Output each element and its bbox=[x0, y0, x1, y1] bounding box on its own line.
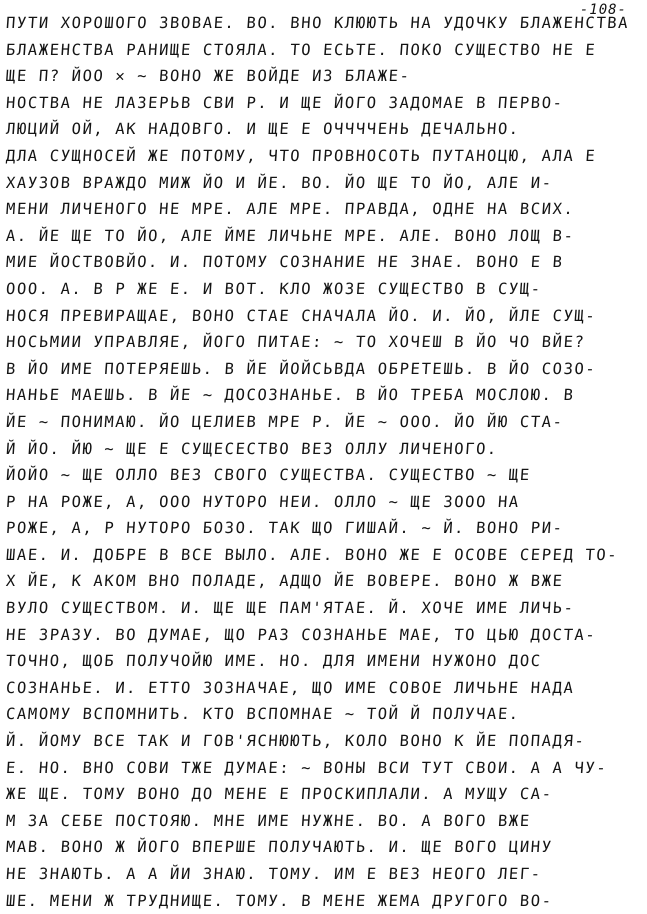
text-line: НЕ ЗРАЗУ. ВО ДУМАЕ, ЩО РАЗ СОЗНАНЬЕ МАЕ, ТО ЦЬЮ ДОСТА- bbox=[5, 625, 597, 644]
text-line: МИЕ ЙОСТВОВЙО. И. ПОТОМУ СОЗНАНИЕ НЕ ЗНАЕ. ВОНО Е В bbox=[5, 253, 565, 272]
text-line: ЙОЙО ~ ЩЕ ОЛЛО ВЕЗ СВОГО СУЩЕСТВА. СУЩЕСТВО ~ ЩЕ bbox=[5, 466, 532, 485]
text-line: А. ЙЕ ЩЕ ТО ЙО, АЛЕ ЙМЕ ЛИЧЬНЕ МРЕ. АЛЕ. ВОНО ЛОЩ В- bbox=[5, 226, 576, 245]
text-line: ШАЕ. И. ДОБРЕ В ВСЕ ВЫЛО. АЛЕ. ВОНО ЖЕ Е ОСОВЕ СЕРЕД ТО- bbox=[5, 545, 619, 564]
text-line: БЛАЖЕНСТВА РАНИЩЕ СТОЯЛА. ТО ЕСЬТЕ. ПОКО СУЩЕСТВО НЕ Е bbox=[5, 40, 597, 59]
text-line: ЙЕ ~ ПОНИМАЮ. ЙО ЦЕЛИЕВ МРЕ Р. ЙЕ ~ ООО. ЙО ЙЮ СТА- bbox=[5, 412, 565, 431]
text-line: МЕНИ ЛИЧЕНОГО НЕ МРЕ. АЛЕ МРЕ. ПРАВДА, ОДНЕ НА ВСИХ. bbox=[5, 200, 576, 219]
text-line: ПУТИ ХОРОШОГО ЗВОВАЕ. ВО. ВНО КЛЮЮТЬ НА УДОЧКУ БЛАЖЕНСТВА bbox=[5, 14, 630, 32]
text-line: НАНЬЕ МАЕШЬ. В ЙЕ ~ ДОСОЗНАНЬЕ. В ЙО ТРЕБА МОСЛОЮ. В bbox=[5, 386, 576, 405]
text-line: ЛЮЦИЙ ОЙ, АК НАДОВГО. И ЩЕ Е ОЧЧЧЧЕНЬ ДЕЧАЛЬНО. bbox=[5, 120, 521, 139]
text-line: ХАУЗОВ ВРАЖДО МИЖ ЙО И ЙЕ. ВО. ЙО ЩЕ ТО ЙО, АЛЕ И- bbox=[5, 173, 554, 192]
text-line: СОЗНАНЬЕ. И. ЕТТО ЗОЗНАЧАЕ, ЩО ИМЕ СОВОЕ ЛИЧЬНЕ НАДА bbox=[5, 678, 576, 697]
text-line: ДЛА СУЩНОСЕЙ ЖЕ ПОТОМУ, ЧТО ПРОВНОСОТЬ ПУТАНОЦЮ, АЛА Е bbox=[5, 146, 597, 165]
text-line: Й ЙО. ЙЮ ~ ЩЕ Е СУЩЕСЕСТВО ВЕЗ ОЛЛУ ЛИЧЕНОГО. bbox=[5, 439, 499, 458]
text-line: М ЗА СЕБЕ ПОСТОЯЮ. МНЕ ИМЕ НУЖНЕ. ВО. А ВОГО ВЖЕ bbox=[5, 811, 532, 830]
page-number: -108- bbox=[579, 2, 627, 18]
text-line: ООО. А. В Р ЖЕ Е. И ВОТ. КЛО ЖОЗЕ СУЩЕСТВО В СУЩ- bbox=[5, 279, 543, 298]
text-line: НОСЯ ПРЕВИРАЩАЕ, ВОНО СТАЕ СНАЧАЛА ЙО. И. ЙО, ЙЛЕ СУЩ- bbox=[5, 306, 597, 325]
text-line: МАВ. ВОНО Ж ЙОГО ВПЕРШЕ ПОЛУЧАЮТЬ. И. ЩЕ ВОГО ЦИНУ bbox=[5, 838, 554, 857]
text-body bbox=[6, 10, 634, 914]
text-line: Е. НО. ВНО СОВИ ТЖЕ ДУМАЕ: ~ ВОНЫ ВСИ ТУТ СВОИ. А А ЧУ- bbox=[5, 758, 608, 777]
text-line: ЖЕ ЩЕ. ТОМУ ВОНО ДО МЕНЕ Е ПРОСКИПЛАЛИ. А МУЩУ СА- bbox=[5, 785, 554, 804]
text-line: Й. ЙОМУ ВСЕ ТАК И ГОВ'ЯСНЮЮТЬ, КОЛО ВОНО К ЙЕ ПОПАДЯ- bbox=[5, 732, 587, 751]
text-line: САМОМУ ВСПОМНИТЬ. КТО ВСПОМНАЕ ~ ТОЙ Й ПОЛУЧАЕ. bbox=[5, 705, 521, 724]
text-line: Х ЙЕ, К АКОМ ВНО ПОЛАДЕ, АДЩО ЙЕ ВОВЕРЕ. ВОНО Ж ВЖЕ bbox=[5, 572, 565, 591]
text-line: РОЖЕ, А, Р НУТОРО БОЗО. ТАК ЩО ГИШАЙ. ~ Й. ВОНО РИ- bbox=[5, 519, 565, 538]
text-line: ТОЧНО, ЩОБ ПОЛУЧОЙЮ ИМЕ. НО. ДЛЯ ИМЕНИ НУЖОНО ДОС bbox=[5, 652, 543, 671]
text-line: ШЕ. МЕНИ Ж ТРУДНИЩЕ. ТОМУ. В МЕНЕ ЖЕМА ДРУГОГО ВО- bbox=[5, 891, 554, 910]
text-line: НОСЬМИИ УПРАВЛЯЕ, ЙОГО ПИТАЕ: ~ ТО ХОЧЕШ В ЙО ЧО ВЙЕ? bbox=[5, 333, 587, 352]
text-line: ЩЕ П? ЙОО ✕ ~ ВОНО ЖЕ ВОЙДЕ ИЗ БЛАЖЕ- bbox=[5, 67, 412, 86]
text-line: ВУЛО СУЩЕСТВОМ. И. ЩЕ ЩЕ ПАМ'ЯТАЕ. Й. ХОЧЕ ИМЕ ЛИЧЬ- bbox=[5, 599, 576, 618]
text-line: НЕ ЗНАЮТЬ. А А ЙИ ЗНАЮ. ТОМУ. ИМ Е ВЕЗ НЕОГО ЛЕГ- bbox=[5, 865, 543, 883]
text-line: В ЙО ИМЕ ПОТЕРЯЕШЬ. В ЙЕ ЙОЙСЬВДА ОБРЕТЕШЬ. В ЙО СОЗО- bbox=[5, 359, 597, 378]
text-line: Р НА РОЖЕ, А, ООО НУТОРО НЕИ. ОЛЛО ~ ЩЕ ЗООО НА bbox=[5, 492, 521, 511]
text-line: НОСТВА НЕ ЛАЗЕРЬВ СВИ Р. И ЩЕ ЙОГО ЗАДОМАЕ В ПЕРВО- bbox=[5, 93, 565, 112]
